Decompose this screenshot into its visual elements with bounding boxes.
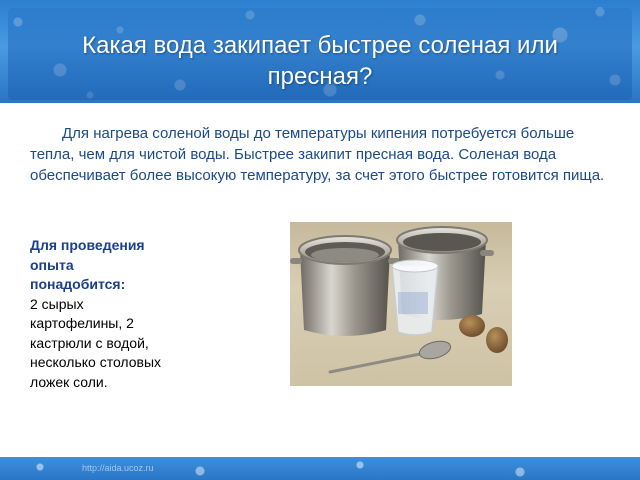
footer-banner [0, 457, 640, 480]
footer-url: http://aida.ucoz.ru [82, 463, 154, 473]
materials-list: 2 сырых картофелины, 2 кастрюли с водой, несколько столовых ложек соли. [30, 295, 162, 390]
materials-heading: Для проведения опыта понадобится: [30, 237, 145, 292]
left-pot-graphic [290, 236, 400, 336]
experiment-photo [290, 222, 512, 386]
glass-cup-graphic [392, 260, 438, 335]
potatoes-graphic [459, 315, 508, 353]
materials-block [30, 236, 170, 392]
header-banner [0, 0, 640, 103]
slide-title: Какая вода закипает быстрее соленая или пресная? [82, 32, 558, 90]
intro-paragraph: Для нагрева соленой воды до температуры кипения потребуется больше тепла, чем для чистой воды. Быстрее закипит пресная вода. Соленая вода обеспечивает более высокую температуру, за счет этого быстрее готовится пища. [30, 125, 605, 184]
spoon-graphic [330, 338, 453, 372]
experiment-illustration [290, 222, 512, 386]
